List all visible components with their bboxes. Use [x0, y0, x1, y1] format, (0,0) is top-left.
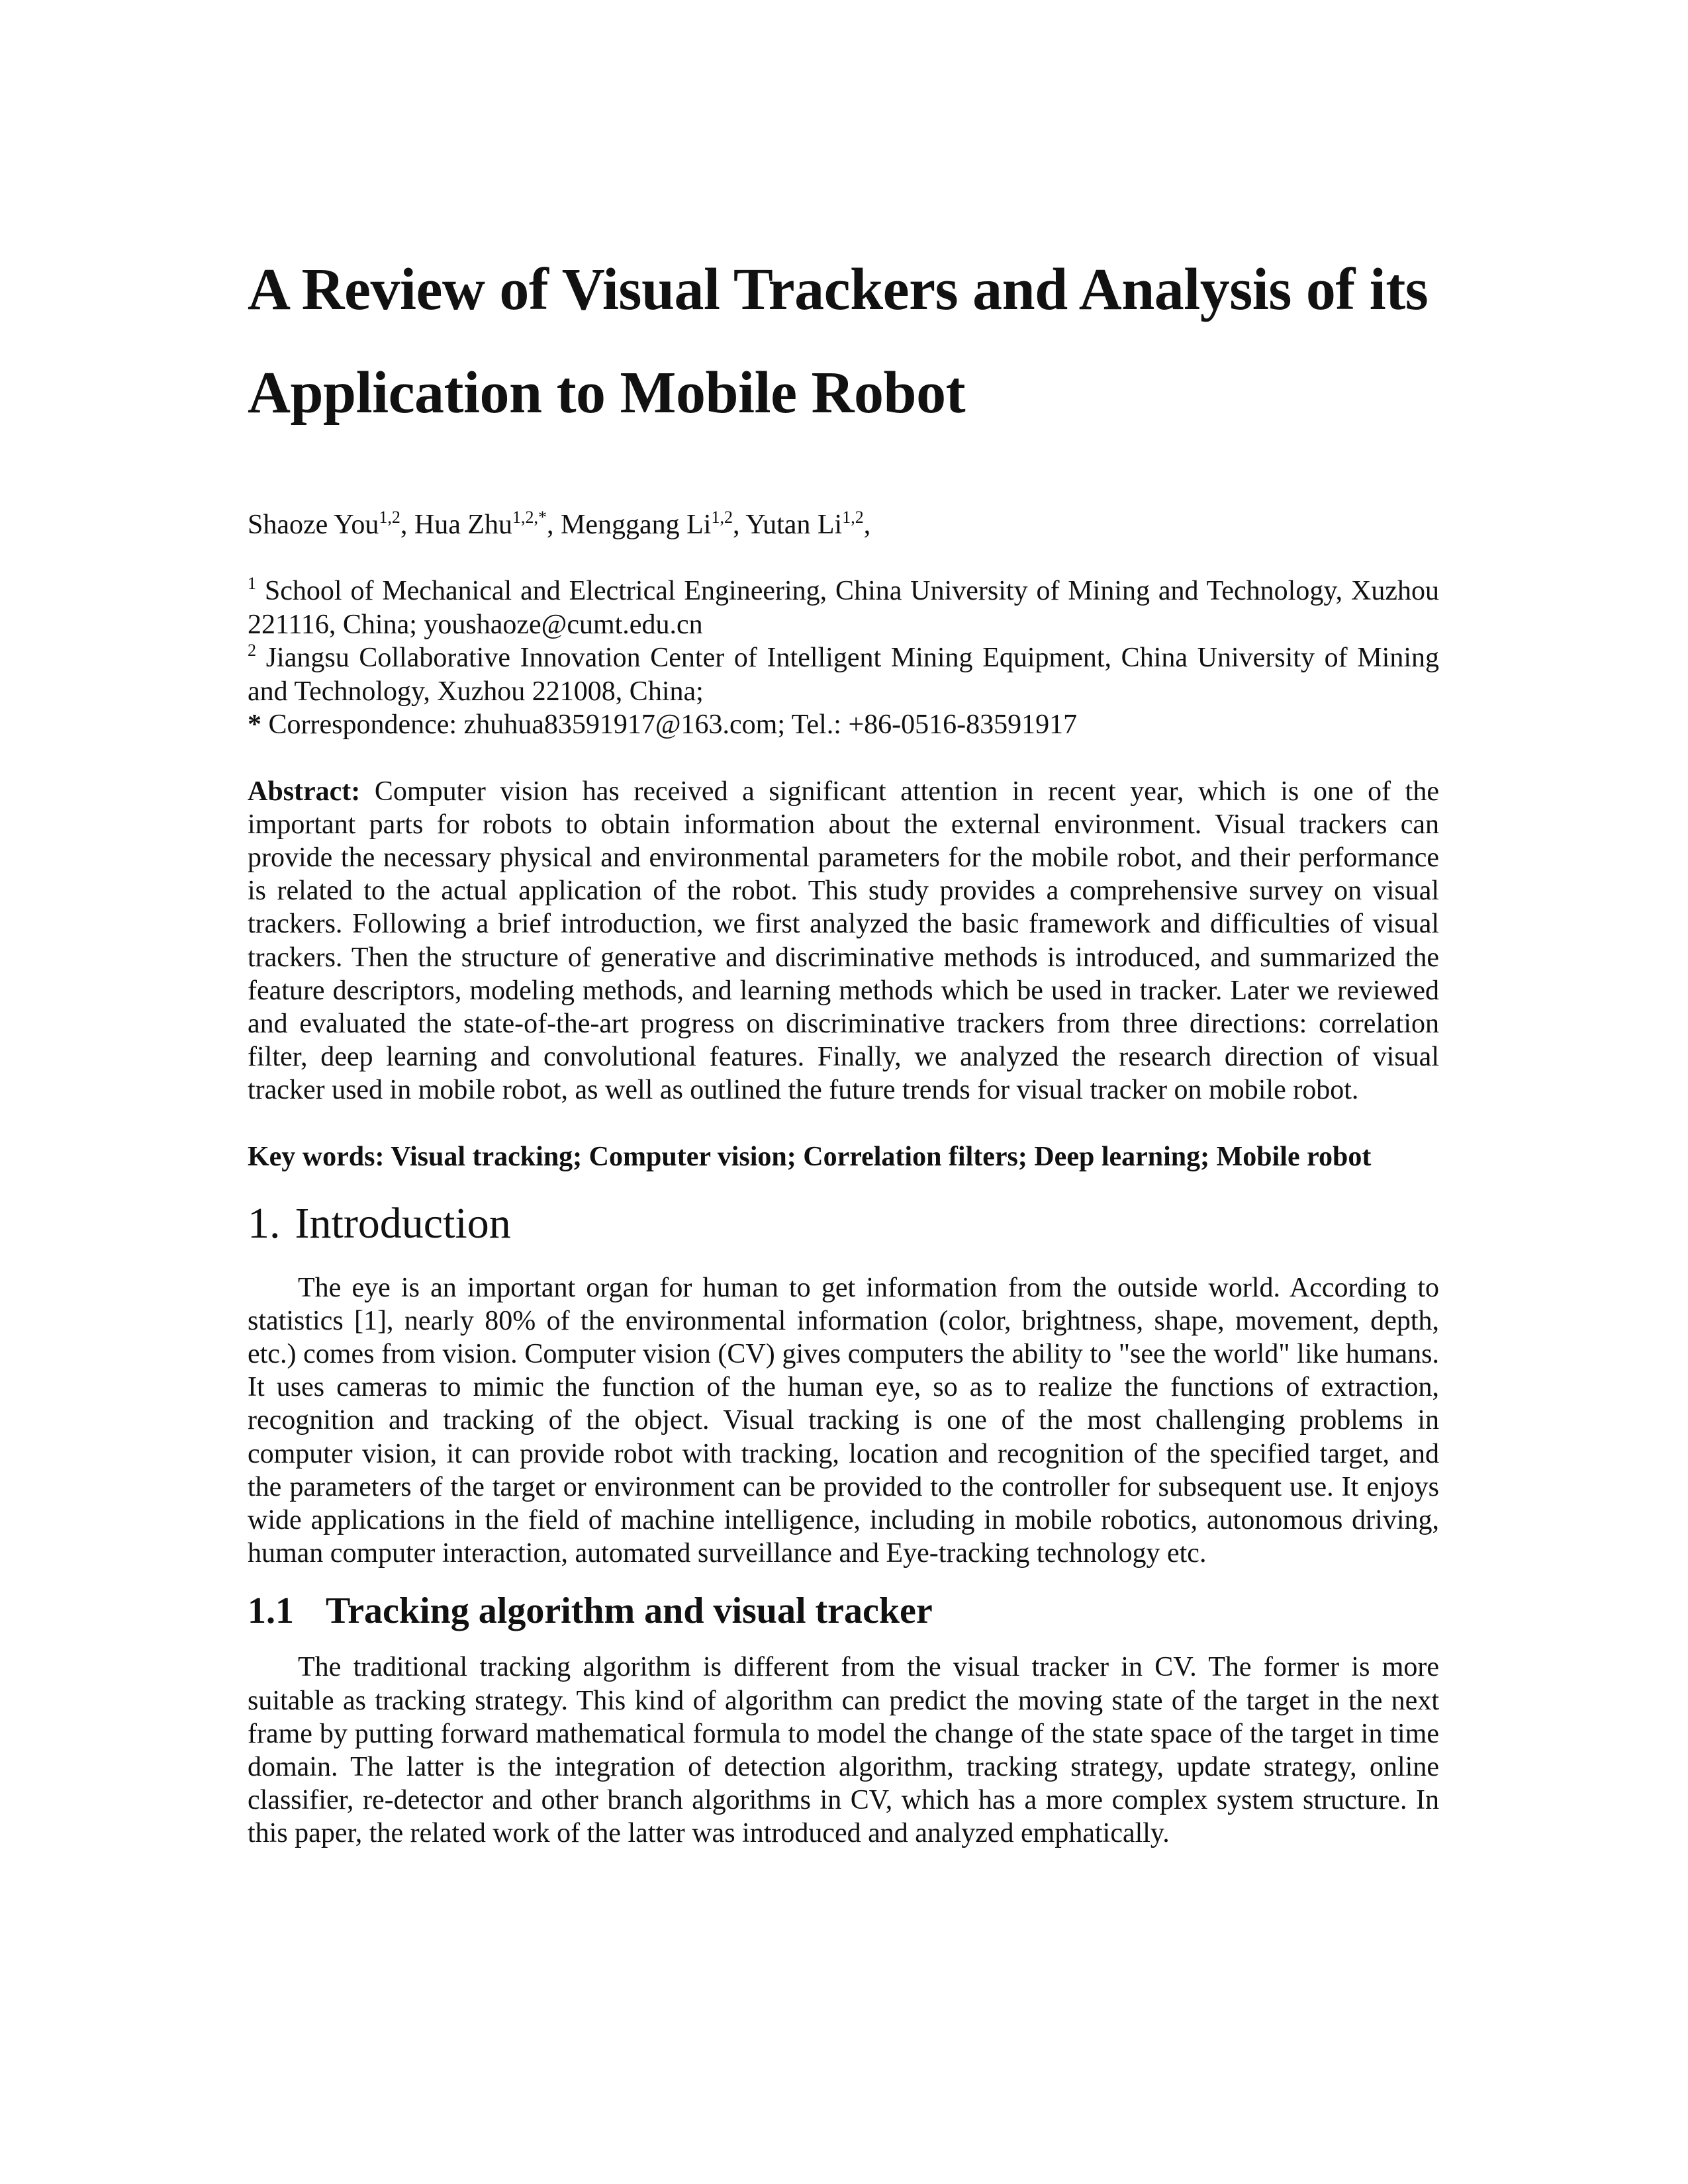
author-name: Hua Zhu	[414, 510, 512, 540]
subsection-paragraph: The traditional tracking algorithm is different from the visual tracker in CV. The former is more suitable as tracking strategy. This kind of algorithm can predict the moving state of the target in the next frame by putting forward mathematical formula to model the change of the state space of the target in time domain. The latter is the integration of detection algorithm, tracking strategy, update strategy, online classifier, re-detector and other branch algorithms in CV, which has a more complex system structure. In this paper, the related work of the latter was introduced and analyzed emphatically.	[248, 1652, 1439, 1849]
abstract-text: Computer vision has received a significant attention in recent year, which is one of the important parts for robots to obtain information about the external environment. Visual trackers can provide the necessary physical and environmental parameters for the mobile robot, and their performance is related to the actual application of the robot. This study provides a comprehensive survey on visual trackers. Following a brief introduction, we first analyzed the basic framework and difficulties of visual trackers. Then the structure of generative and discriminative methods is introduced, and summarized the feature descriptors, modeling methods, and learning methods which be used in tracker. Later we reviewed and evaluated the state-of-the-art progress on discriminative trackers from three directions: correlation filter, deep learning and convolutional features. Finally, we analyzed the research direction of visual tracker used in mobile robot, as well as outlined the future trends for visual tracker on mobile robot.	[248, 776, 1439, 1106]
subsection-title: Tracking algorithm and visual tracker	[326, 1590, 933, 1632]
author-name: Shaoze You	[248, 510, 379, 540]
affiliation-item	[248, 641, 1439, 708]
subsection-number: 1.1	[248, 1590, 294, 1632]
author-list: Shaoze You$^{1,2}$, Hua Zhu$^{1,2,*}$, Menggang Li$^{1,2}$, Yutan Li$^{1,2}$,	[248, 508, 871, 540]
affiliation-text: Jiangsu Collaborative Innovation Center of Intelligent Mining Equipment, China University of Mining and Technology, Xuzhou 221008, China;	[248, 643, 1440, 707]
title-line-2: Application to Mobile Robot	[248, 360, 966, 426]
affiliation-item	[248, 574, 1439, 641]
correspondence-marker: *	[248, 709, 261, 740]
section-title: Introduction	[295, 1199, 511, 1248]
paper-title	[248, 238, 1439, 445]
paper-page	[248, 238, 1439, 1850]
introduction-paragraph: The eye is an important organ for human to get information from the outside world. According to statistics [1], nearly 80% of the environmental information (color, brightness, shape, movement, depth, etc.) comes from vision. Computer vision (CV) gives computers the ability to "see the world" like humans. It uses cameras to mimic the function of the human eye, so as to realize the functions of extraction, recognition and tracking of the object. Visual tracking is one of the most challenging problems in computer vision, it can provide robot with tracking, location and recognition of the specified target, and the parameters of the target or environment can be provided to the controller for subsequent use. It enjoys wide applications in the field of machine intelligence, including in mobile robotics, autonomous driving, human computer interaction, automated surveillance and Eye-tracking technology etc.	[248, 1272, 1439, 1569]
abstract-label: Abstract:	[248, 776, 361, 807]
affiliations	[248, 574, 1439, 742]
author-name: Yutan Li	[745, 510, 843, 540]
author-affiliation-marker: 1,2	[711, 508, 733, 527]
author-name: Menggang Li	[561, 510, 712, 540]
affiliation-number: 2	[248, 641, 256, 660]
correspondence-text: Correspondence: zhuhua83591917@163.com; Tel.: +86-0516-83591917	[268, 709, 1078, 740]
author-affiliation-marker: 1,2,*	[512, 508, 547, 527]
section-number: 1.	[248, 1199, 281, 1248]
title-line-1: A Review of Visual Trackers and Analysis of its	[248, 257, 1429, 322]
subsection-heading	[248, 1587, 1439, 1635]
affiliation-text: School of Mechanical and Electrical Engineering, China University of Mining and Technology, Xuzhou 221116, China; youshaoze@cumt.edu.cn	[248, 576, 1439, 640]
author-affiliation-marker: 1,2	[842, 508, 864, 527]
author-affiliation-marker: 1,2	[379, 508, 400, 527]
abstract	[248, 775, 1439, 1107]
section-heading-introduction	[248, 1192, 1439, 1255]
keywords: Key words: Visual tracking; Computer vision; Correlation filters; Deep learning; Mobile robot	[248, 1141, 1372, 1172]
correspondence	[248, 708, 1439, 742]
affiliation-number: 1	[248, 574, 256, 593]
